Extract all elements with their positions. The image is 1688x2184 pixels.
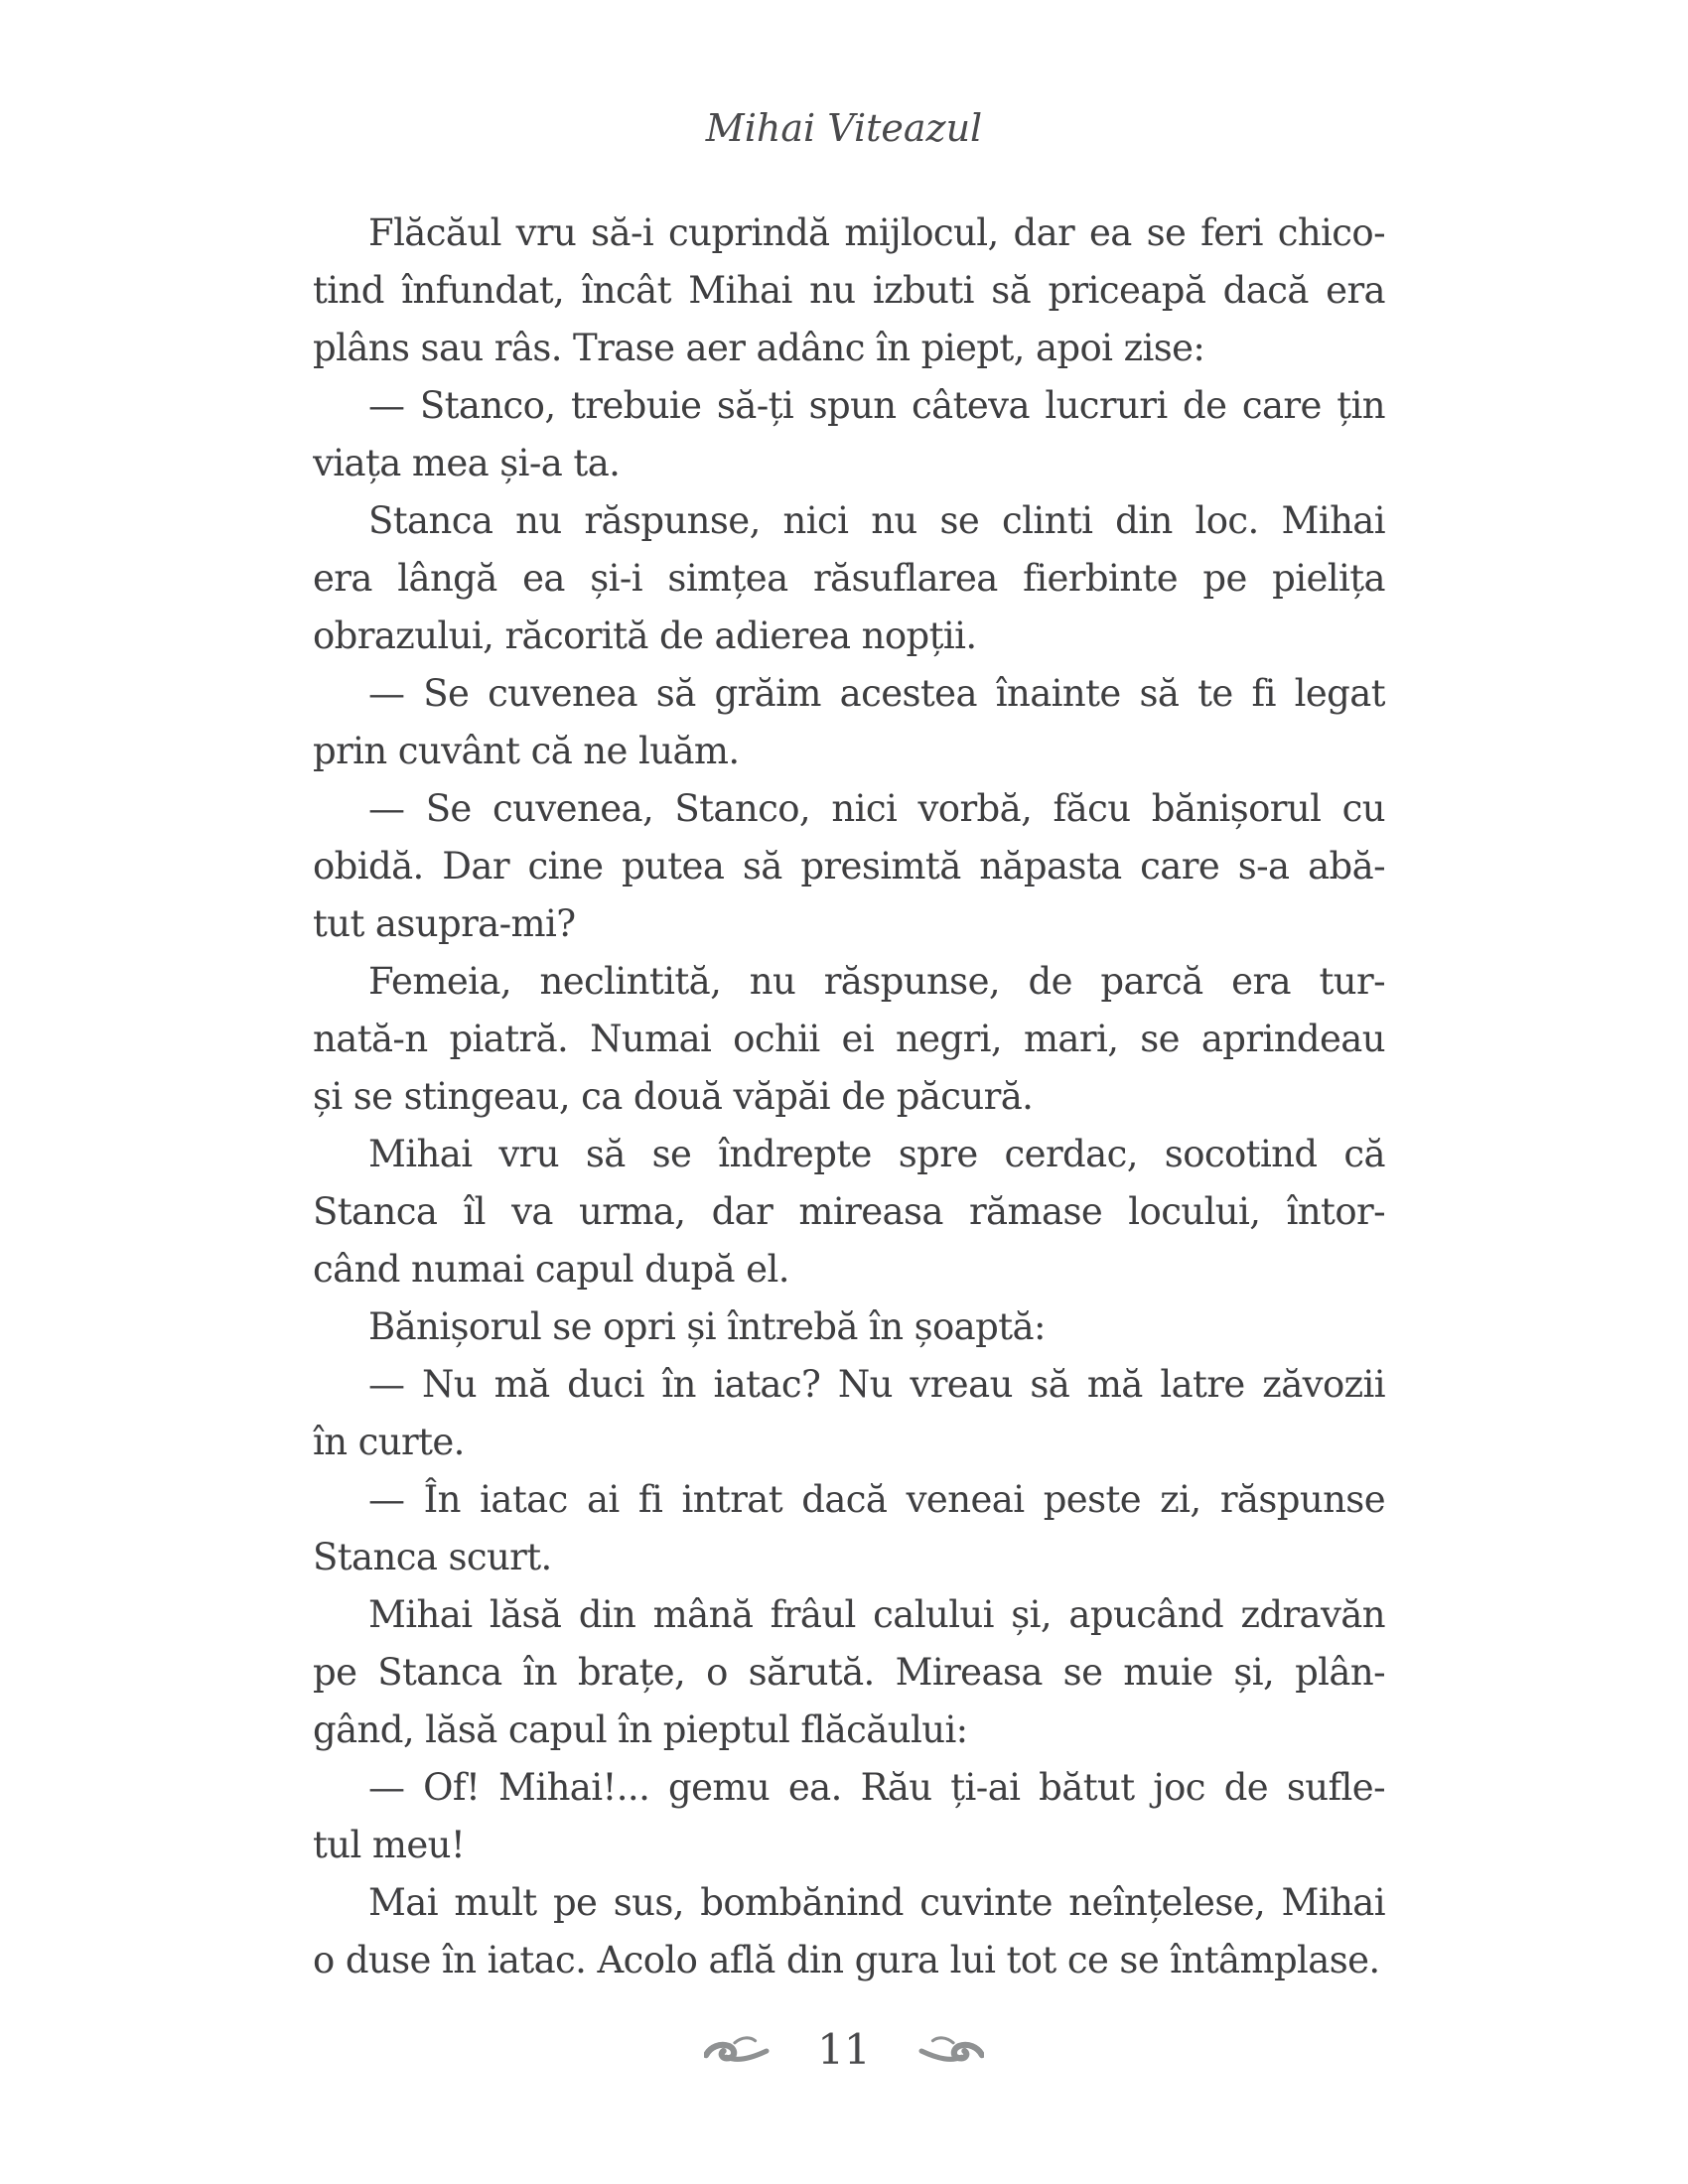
text-line: — Stanco, trebuie să-ți spun câteva lucruri de care țin [368,384,1385,427]
paragraph [313,780,1385,953]
paragraph [313,1874,1385,1989]
flourish-left-icon [704,2033,770,2067]
text-line: Stanca scurt. [313,1536,552,1578]
paragraph [313,1126,1385,1298]
text-line: pe Stanca în brațe, o sărută. Mireasa se muie și, plân- [313,1651,1385,1694]
text-line: obidă. Dar cine putea să presimtă năpasta care s-a abă- [313,845,1385,887]
text-line: — Nu mă duci în iatac? Nu vreau să mă latre zăvozii [368,1363,1385,1406]
paragraph [313,665,1385,780]
text-line: când numai capul după el. [313,1248,789,1291]
text-line: gând, lăsă capul în pieptul flăcăului: [313,1708,968,1751]
paragraph [313,205,1385,377]
text-line: o duse în iatac. Acolo află din gura lui tot ce se întâmplase. [313,1939,1380,1981]
page-footer [0,2025,1688,2075]
text-line: era lângă ea și-i simțea răsuflarea fierbinte pe pielița [313,557,1385,600]
text-line: — Se cuvenea să grăim acestea înainte să te fi legat [368,672,1385,715]
text-line: în curte. [313,1421,465,1463]
text-line: tut asupra-mi? [313,902,576,945]
text-line: obrazului, răcorită de adierea nopții. [313,614,977,657]
paragraph [313,1471,1385,1586]
text-line: Stanca nu răspunse, nici nu se clinti din loc. Mihai [368,499,1385,542]
text-line: tind înfundat, încât Mihai nu izbuti să priceapă dacă era [313,269,1385,312]
paragraph [313,1298,1385,1356]
paragraph [313,492,1385,665]
paragraph [313,953,1385,1126]
paragraph [313,1356,1385,1471]
text-line: Mihai lăsă din mână frâul calului și, apucând zdravăn [368,1593,1385,1636]
paragraph [313,1586,1385,1759]
text-line: — Of! Mihai!... gemu ea. Rău ți-ai bătut joc de sufle- [368,1766,1385,1809]
text-line: viața mea și-a ta. [313,442,621,484]
page-number: 11 [817,2025,871,2074]
text-line: și se stingeau, ca două văpăi de păcură. [313,1075,1034,1118]
text-line: plâns sau râs. Trase aer adânc în piept, apoi zise: [313,327,1205,369]
text-line: — Se cuvenea, Stanco, nici vorbă, făcu bănișorul cu [368,787,1385,830]
text-line: Femeia, neclintită, nu răspunse, de parcă era tur- [368,960,1385,1003]
text-line: nată-n piatră. Numai ochii ei negri, mari, se aprindeau [313,1018,1385,1060]
text-line: prin cuvânt că ne luăm. [313,730,740,772]
text-line: — În iatac ai fi intrat dacă veneai peste zi, răspunse [368,1478,1385,1521]
running-header: Mihai Viteazul [705,106,983,150]
text-line: Mihai vru să se îndrepte spre cerdac, socotind că [368,1133,1385,1175]
paragraph [313,377,1385,492]
text-line: Flăcăul vru să-i cuprindă mijlocul, dar ea se feri chico- [368,211,1385,254]
body-text [313,205,1385,1989]
text-line: Mai mult pe sus, bombănind cuvinte neînțelese, Mihai [368,1881,1385,1924]
text-line: Bănișorul se opri și întrebă în șoaptă: [368,1305,1046,1348]
flourish-right-icon [918,2033,984,2067]
text-line: tul meu! [313,1824,466,1866]
paragraph [313,1759,1385,1874]
text-line: Stanca îl va urma, dar mireasa rămase locului, întor- [313,1190,1385,1233]
